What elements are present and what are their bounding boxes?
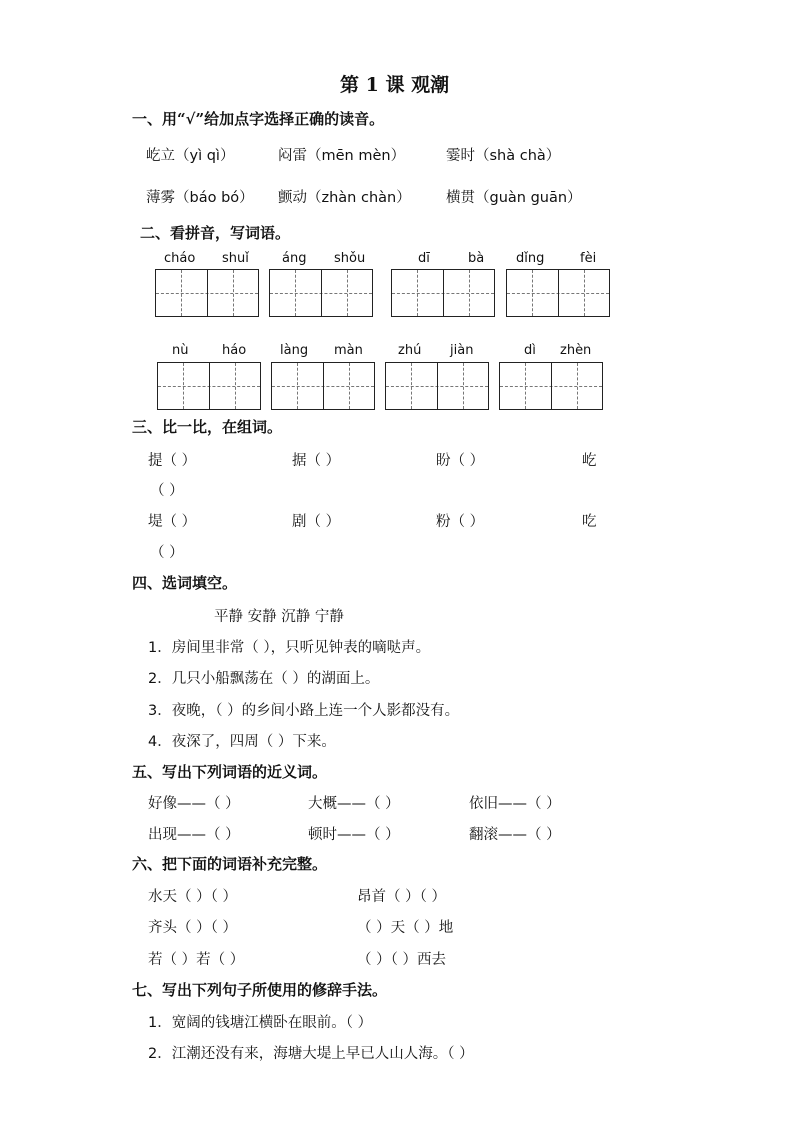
compare-item: 粉（ ） [436,514,485,530]
writing-grid[interactable] [499,362,603,410]
pinyin-choice-item: 闷雷（mēn mèn） [278,148,406,164]
pinyin-label: dǐng [516,251,545,266]
compare-item: 堤（ ） [148,514,197,530]
compare-item: 提（ ） [148,453,197,469]
pinyin-label: cháo [164,251,196,266]
pinyin-label: jiàn [450,343,474,358]
pinyin-label: dī [418,251,430,266]
pinyin-choice-item: 霎时（shà chà） [446,148,561,164]
fill-blank-item: 4．夜深了，四周（ ）下来。 [148,734,336,750]
pinyin-label: zhèn [560,343,592,358]
section-7-heading: 七、写出下列句子所使用的修辞手法。 [132,981,388,999]
section-4-heading: 四、选词填空。 [132,574,238,592]
idiom-item: （ ）（ ）西去 [357,952,446,968]
fill-blank-item: 1．房间里非常（ ），只听见钟表的嘀哒声。 [148,640,431,656]
compare-item: 剧（ ） [292,514,341,530]
rhetoric-item: 1．宽阔的钱塘江横卧在眼前。（ ） [148,1015,373,1031]
synonym-item: 大概——（ ） [308,796,400,812]
section-1-heading: 一、用“√”给加点字选择正确的读音。 [132,110,385,128]
writing-grid[interactable] [391,269,495,317]
section-3-heading: 三、比一比，在组词。 [132,418,283,436]
synonym-item: 出现——（ ） [148,827,240,843]
compare-item-blank: （ ） [150,483,184,499]
idiom-item: （ ）天（ ）地 [357,920,454,936]
idiom-item: 齐头（ ）（ ） [148,920,237,936]
synonym-item: 顿时——（ ） [308,827,400,843]
section-2-heading: 二、看拼音，写词语。 [140,224,291,242]
idiom-item: 若（ ）若（ ） [148,952,245,968]
writing-grid[interactable] [506,269,610,317]
pinyin-label: háo [222,343,247,358]
idiom-item: 水天（ ）（ ） [148,889,237,905]
pinyin-label: bà [468,251,485,266]
pinyin-choice-item: 横贯（guàn guān） [446,190,582,206]
pinyin-label: zhú [398,343,422,358]
rhetoric-item: 2．江潮还没有来，海塘大堤上早已人山人海。（ ） [148,1046,474,1062]
pinyin-label: áng [282,251,307,266]
word-bank: 平静 安静 沉静 宁静 [214,609,344,625]
section-6-heading: 六、把下面的词语补充完整。 [132,855,328,873]
section-5-heading: 五、写出下列词语的近义词。 [132,763,328,781]
pinyin-choice-item: 薄雾（báo bó） [146,190,254,206]
idiom-item: 昂首（ ）（ ） [357,889,446,905]
writing-grid[interactable] [385,362,489,410]
writing-grid[interactable] [269,269,373,317]
synonym-item: 翻滚——（ ） [469,827,561,843]
compare-item-blank: （ ） [150,545,184,561]
synonym-item: 依旧——（ ） [469,796,561,812]
pinyin-label: shuǐ [222,251,249,266]
pinyin-label: nù [172,343,189,358]
compare-item: 屹 [582,453,597,469]
pinyin-label: màn [334,343,363,358]
writing-grid[interactable] [271,362,375,410]
synonym-item: 好像——（ ） [148,796,240,812]
pinyin-choice-item: 屹立（yì qì） [146,148,235,164]
pinyin-label: dì [524,343,536,358]
writing-grid[interactable] [155,269,259,317]
fill-blank-item: 3．夜晚，（ ）的乡间小路上连一个人影都没有。 [148,703,460,719]
compare-item: 据（ ） [292,453,341,469]
compare-item: 盼（ ） [436,453,485,469]
pinyin-choice-item: 颤动（zhàn chàn） [278,190,411,206]
page-title: 第 1 课 观潮 [340,74,450,96]
fill-blank-item: 2．几只小船飘荡在（ ）的湖面上。 [148,671,380,687]
pinyin-label: làng [280,343,309,358]
pinyin-label: fèi [580,251,597,266]
compare-item: 吃 [582,514,597,530]
writing-grid[interactable] [157,362,261,410]
pinyin-label: shǒu [334,251,366,266]
